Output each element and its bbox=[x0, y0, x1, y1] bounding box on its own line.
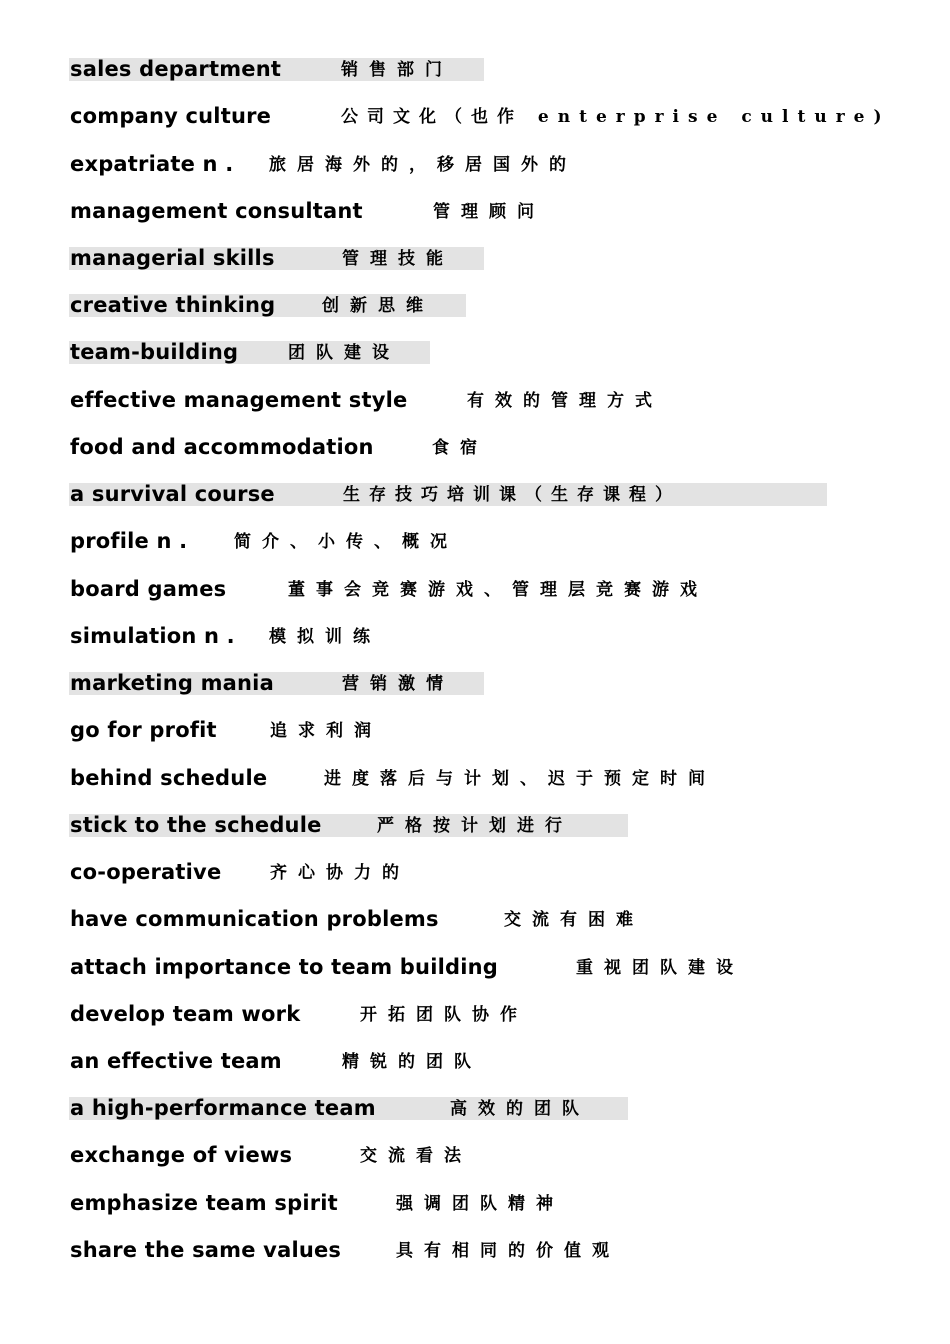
english-term: develop team work bbox=[70, 1002, 301, 1026]
english-term: attach importance to team building bbox=[70, 955, 498, 979]
english-term: management consultant bbox=[70, 199, 363, 223]
chinese-translation: 追求利润 bbox=[270, 721, 382, 741]
english-term: profile n . bbox=[70, 529, 188, 553]
english-term: board games bbox=[70, 577, 227, 601]
english-term: a high-performance team bbox=[70, 1096, 376, 1120]
english-term: behind schedule bbox=[70, 766, 268, 790]
english-term: managerial skills bbox=[70, 246, 275, 270]
chinese-translation: 严格按计划进行 bbox=[377, 816, 573, 836]
english-term: emphasize team spirit bbox=[70, 1191, 338, 1215]
english-term: have communication problems bbox=[70, 907, 439, 931]
chinese-translation: 销售部门 bbox=[341, 60, 453, 80]
english-term: exchange of views bbox=[70, 1143, 293, 1167]
chinese-translation: 高效的团队 bbox=[450, 1099, 590, 1119]
english-term: share the same values bbox=[70, 1238, 342, 1262]
english-term: stick to the schedule bbox=[70, 813, 322, 837]
chinese-translation: 重视团队建设 bbox=[576, 958, 744, 978]
english-term: team-building bbox=[70, 340, 239, 364]
chinese-translation: 模拟训练 bbox=[269, 627, 381, 647]
chinese-translation: 精锐的团队 bbox=[342, 1052, 482, 1072]
english-term: creative thinking bbox=[70, 293, 276, 317]
english-term: effective management style bbox=[70, 388, 408, 412]
chinese-translation: 进度落后与计划、迟于预定时间 bbox=[324, 769, 716, 789]
english-term: co-operative bbox=[70, 860, 222, 884]
chinese-translation: 营销激情 bbox=[342, 674, 454, 694]
chinese-translation: 开拓团队协作 bbox=[360, 1005, 528, 1025]
chinese-translation: 管理技能 bbox=[342, 249, 454, 269]
chinese-translation: 交流有困难 bbox=[504, 910, 644, 930]
chinese-translation: 有效的管理方式 bbox=[467, 391, 663, 411]
chinese-translation: 创新思维 bbox=[322, 296, 434, 316]
chinese-translation: 食宿 bbox=[432, 438, 488, 458]
english-term: go for profit bbox=[70, 718, 217, 742]
chinese-translation: 董事会竞赛游戏、管理层竞赛游戏 bbox=[288, 580, 708, 600]
english-term: simulation n . bbox=[70, 624, 235, 648]
english-term: a survival course bbox=[70, 482, 275, 506]
chinese-translation: 齐心协力的 bbox=[270, 863, 410, 883]
chinese-translation: 旅居海外的，移居国外的 bbox=[269, 155, 577, 175]
english-term: food and accommodation bbox=[70, 435, 374, 459]
english-term: company culture bbox=[70, 104, 272, 128]
chinese-translation: 管理顾问 bbox=[433, 202, 545, 222]
english-term: an effective team bbox=[70, 1049, 282, 1073]
chinese-translation: 具有相同的价值观 bbox=[396, 1241, 620, 1261]
english-term: expatriate n . bbox=[70, 152, 234, 176]
chinese-translation: 强调团队精神 bbox=[396, 1194, 564, 1214]
chinese-translation: 生存技巧培训课（生存课程） bbox=[343, 485, 681, 505]
chinese-translation: 团队建设 bbox=[288, 343, 400, 363]
chinese-translation: 公司文化（也作 enterprise culture) bbox=[341, 107, 891, 127]
chinese-translation: 交流看法 bbox=[360, 1146, 472, 1166]
english-term: sales department bbox=[70, 57, 282, 81]
chinese-translation: 简介、小传、概况 bbox=[234, 532, 458, 552]
english-term: marketing mania bbox=[70, 671, 274, 695]
